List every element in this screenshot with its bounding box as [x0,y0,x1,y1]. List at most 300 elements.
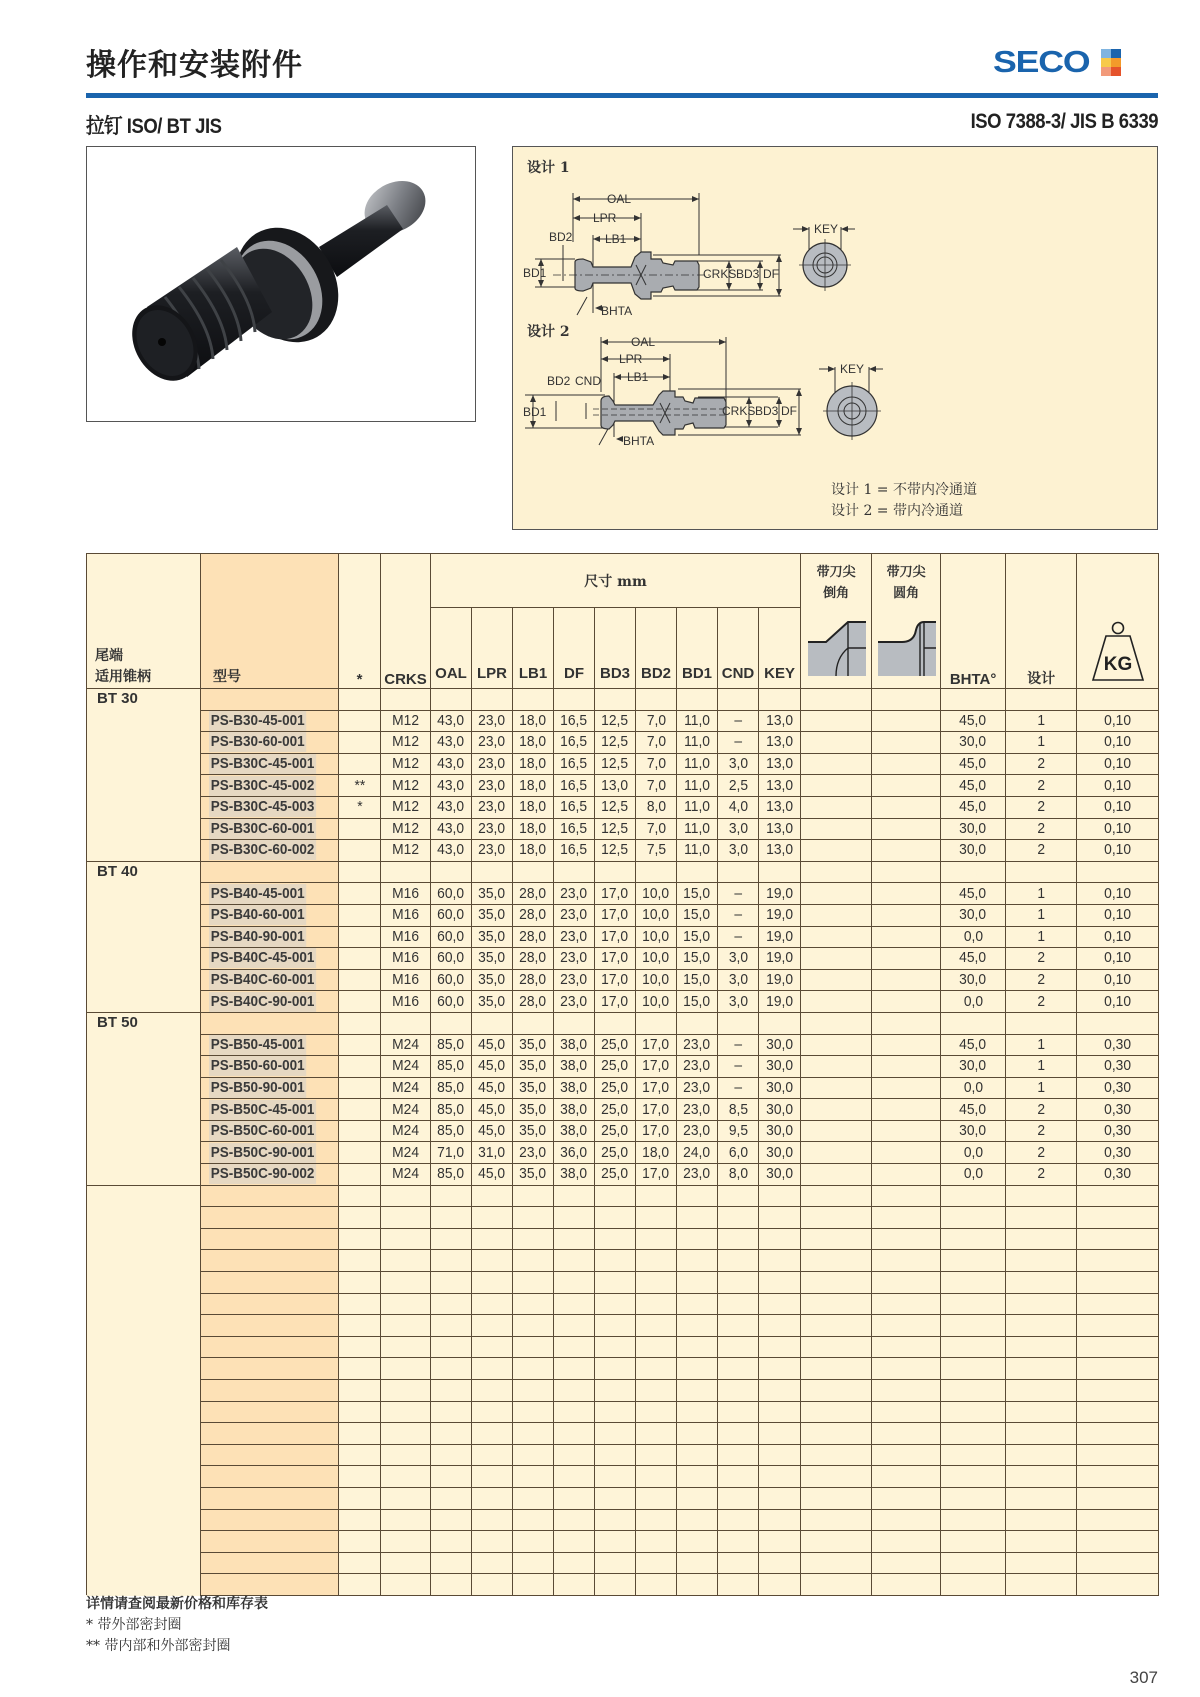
table-row[interactable] [87,732,1159,754]
bd2-cell [636,969,677,991]
crks-cell [381,991,431,1013]
header-crks: CRKS [381,554,431,689]
df-cell [554,732,595,754]
table-row[interactable] [87,1077,1159,1099]
empty-cell [381,1207,431,1229]
chamfer-cell [801,732,872,754]
empty-cell [636,861,677,883]
crks-cell-value: M12 [392,755,419,773]
oal-cell-value: 85,0 [437,1035,465,1053]
bd3-cell-value: 17,0 [601,992,629,1010]
crks-cell [381,796,431,818]
empty-cell [595,1336,636,1358]
bhta-cell [941,796,1006,818]
empty-cell [801,1401,872,1423]
svg-text:BHTA: BHTA [623,434,655,448]
oal-cell-value: 43,0 [437,819,465,837]
empty-cell [759,1444,801,1466]
bd2-cell [636,926,677,948]
empty-cell [595,1509,636,1531]
lpr-cell [472,1120,513,1142]
empty-cell [636,1380,677,1402]
table-row[interactable] [87,775,1159,797]
empty-cell [1077,1531,1159,1553]
empty-cell [636,1293,677,1315]
empty-cell [636,1552,677,1574]
kg-cell-value: 0,10 [1104,755,1132,773]
table-row[interactable] [87,1099,1159,1121]
table-row[interactable] [87,948,1159,970]
empty-cell [554,1509,595,1531]
empty-cell [595,1574,636,1596]
model-cell-value: PS-B40-45-001 [210,884,305,902]
bd3-cell-value: 25,0 [601,1057,629,1075]
empty-cell [677,1207,718,1229]
df-cell-value: 23,0 [560,992,588,1010]
svg-text:DF: DF [781,404,797,418]
kg-cell [1077,796,1159,818]
empty-cell [595,1012,636,1034]
empty-cell [554,1207,595,1229]
empty-cell [677,1228,718,1250]
empty-cell [1077,1336,1159,1358]
kg-cell-value: 0,10 [1104,971,1132,989]
table-row[interactable] [87,796,1159,818]
crks-cell-value: M16 [392,992,419,1010]
cnd-cell [718,948,759,970]
empty-cell [339,861,381,883]
star-cell [339,904,381,926]
crks-cell [381,753,431,775]
empty-cell [339,1250,381,1272]
oal-cell-value: 60,0 [437,971,465,989]
empty-cell [1006,1444,1077,1466]
lb1-cell-value: 28,0 [519,992,547,1010]
key-cell-value: 13,0 [766,755,793,773]
radius-cell [872,753,941,775]
table-row[interactable] [87,818,1159,840]
bd1-cell-value: 11,0 [684,819,710,837]
table-row[interactable] [87,883,1159,905]
svg-text:LPR: LPR [593,211,617,225]
empty-cell [801,1336,872,1358]
empty-cell [677,1272,718,1294]
empty-cell [718,1574,759,1596]
key-cell-value: 30,0 [766,1100,793,1118]
table-row-empty [87,1380,1159,1402]
empty-cell [941,1531,1006,1553]
table-row[interactable] [87,710,1159,732]
chamfer-tip-icon [806,620,866,676]
bd3-cell-value: 12,5 [601,841,629,859]
cnd-cell [718,1142,759,1164]
empty-cell [636,1487,677,1509]
empty-cell [381,1466,431,1488]
empty-cell [941,1574,1006,1596]
page-number: 307 [1129,1668,1158,1687]
radius-cell [872,948,941,970]
bd2-cell [636,1120,677,1142]
empty-cell [1077,1358,1159,1380]
empty-cell [636,1272,677,1294]
kg-cell [1077,1120,1159,1142]
table-row-empty [87,1293,1159,1315]
star-cell-value: ** [354,776,365,794]
oal-cell-value: 85,0 [437,1078,465,1096]
bhta-cell-value: 0,0 [963,927,983,945]
empty-cell [801,1552,872,1574]
key-cell [759,1142,801,1164]
cnd-cell-value: 6,0 [728,1143,748,1161]
key-cell [759,948,801,970]
empty-cell [339,1207,381,1229]
empty-cell [941,689,1006,711]
empty-cell [431,1574,472,1596]
empty-cell [677,1574,718,1596]
design-cell-value: 2 [1037,819,1045,837]
oal-cell [431,969,472,991]
empty-cell [339,689,381,711]
empty-cell [759,1358,801,1380]
empty-cell [339,1380,381,1402]
chamfer-cell [801,1099,872,1121]
empty-cell [431,861,472,883]
bd2-cell-value: 10,0 [642,884,670,902]
empty-cell [381,1509,431,1531]
radius-cell [872,840,941,862]
bd2-cell-value: 7,5 [646,841,666,859]
empty-cell [339,1012,381,1034]
chamfer-cell [801,883,872,905]
empty-cell [431,1466,472,1488]
bd1-cell-value: 11,0 [684,711,710,729]
cnd-cell [718,1164,759,1186]
logo-square [1101,49,1111,58]
empty-cell [718,1012,759,1034]
empty-cell [339,1574,381,1596]
cnd-cell [718,904,759,926]
crks-cell [381,818,431,840]
empty-cell [431,1250,472,1272]
kg-cell [1077,1164,1159,1186]
lb1-cell-value: 28,0 [519,906,547,924]
bhta-cell [941,1099,1006,1121]
bd1-cell [677,1164,718,1186]
lb1-cell-value: 35,0 [519,1122,547,1140]
table-row-empty [87,1444,1159,1466]
header-chamfer [801,554,872,689]
lb1-cell-value: 23,0 [519,1143,547,1161]
cnd-cell [718,883,759,905]
empty-cell [759,1185,801,1207]
oal-cell-value: 60,0 [437,949,465,967]
header-radius [872,554,941,689]
table-row[interactable] [87,1142,1159,1164]
lpr-cell [472,904,513,926]
logo-square [1101,58,1111,67]
empty-cell [339,1336,381,1358]
bhta-cell-value: 45,0 [959,776,987,794]
empty-cell [636,1531,677,1553]
empty-cell [472,1272,513,1294]
design-cell-value: 2 [1037,798,1045,816]
table-row-empty [87,1272,1159,1294]
lb1-cell [513,840,554,862]
empty-cell [759,1228,801,1250]
model-cell-value: PS-B50-60-001 [210,1057,305,1075]
oal-cell [431,710,472,732]
empty-cell [636,1207,677,1229]
empty-cell [941,861,1006,883]
table-row[interactable] [87,904,1159,926]
model-cell [201,1293,339,1315]
oal-cell-value: 85,0 [437,1122,465,1140]
star-cell [339,796,381,818]
bd3-cell-value: 12,5 [601,755,629,773]
model-cell [201,1272,339,1294]
svg-text:BD2: BD2 [547,374,571,388]
empty-cell [1077,1401,1159,1423]
empty-cell [595,1207,636,1229]
bd2-cell [636,1056,677,1078]
bd3-cell [595,796,636,818]
key-cell [759,775,801,797]
lpr-cell [472,1034,513,1056]
empty-cell [759,1509,801,1531]
df-cell [554,753,595,775]
empty-cell [513,1531,554,1553]
design-cell-value: 2 [1037,1143,1045,1161]
empty-cell [677,1531,718,1553]
table-row[interactable] [87,1034,1159,1056]
empty-cell [431,1552,472,1574]
table-row[interactable] [87,753,1159,775]
key-cell-value: 13,0 [766,733,793,751]
key-cell [759,796,801,818]
empty-cell [554,1250,595,1272]
empty-cell [339,1531,381,1553]
empty-cell [554,861,595,883]
crks-cell-value: M12 [392,711,419,729]
table-row[interactable] [87,969,1159,991]
empty-cell [339,1272,381,1294]
oal-cell [431,883,472,905]
empty-cell [872,1185,941,1207]
bhta-cell-value: 0,0 [963,1165,983,1183]
empty-cell [677,689,718,711]
key-cell-value: 19,0 [766,927,793,945]
empty-cell [941,1401,1006,1423]
table-row[interactable] [87,991,1159,1013]
kg-cell [1077,1077,1159,1099]
lpr-cell [472,1142,513,1164]
lpr-cell-value: 35,0 [478,906,506,924]
empty-cell [759,1293,801,1315]
table-row[interactable] [87,840,1159,862]
key-cell [759,904,801,926]
model-cell [201,1401,339,1423]
table-row-empty [87,1207,1159,1229]
lpr-cell-value: 23,0 [478,711,506,729]
star-cell [339,991,381,1013]
bd3-cell-value: 25,0 [601,1165,629,1183]
kg-cell-value: 0,10 [1104,733,1132,751]
empty-cell [872,1293,941,1315]
bd1-cell-value: 23,0 [683,1035,711,1053]
chamfer-cell [801,840,872,862]
lb1-cell [513,1142,554,1164]
bhta-cell-value: 45,0 [959,755,987,773]
empty-cell [941,1228,1006,1250]
empty-cell [718,1444,759,1466]
empty-cell [431,1423,472,1445]
table-row-empty [87,1250,1159,1272]
bd3-cell [595,991,636,1013]
bd1-cell [677,1142,718,1164]
empty-cell [431,1358,472,1380]
star-cell [339,969,381,991]
header-chamfer-line2: 倒角 [823,586,850,601]
taper-empty-cell [87,1185,201,1595]
empty-cell [677,1380,718,1402]
oal-cell [431,904,472,926]
oal-cell [431,1164,472,1186]
bd3-cell [595,710,636,732]
bhta-cell-value: 45,0 [959,949,987,967]
model-cell [201,1336,339,1358]
product-photo [86,146,476,422]
table-row[interactable] [87,926,1159,948]
empty-cell [718,861,759,883]
empty-cell [513,1207,554,1229]
crks-cell [381,926,431,948]
bd1-cell-value: 11,0 [684,841,710,859]
empty-cell [872,1487,941,1509]
bhta-cell [941,904,1006,926]
empty-cell [759,689,801,711]
model-cell [201,883,339,905]
crks-cell-value: M16 [392,927,419,945]
df-cell [554,818,595,840]
table-row[interactable] [87,1164,1159,1186]
bd2-cell [636,710,677,732]
df-cell-value: 16,5 [560,755,588,773]
key-cell [759,926,801,948]
bd2-cell [636,991,677,1013]
empty-cell [1077,1380,1159,1402]
key-cell-value: 30,0 [766,1122,793,1140]
lpr-cell [472,818,513,840]
bhta-cell [941,1120,1006,1142]
lb1-cell-value: 35,0 [519,1165,547,1183]
lb1-cell [513,710,554,732]
chamfer-cell [801,1120,872,1142]
bd1-cell-value: 15,0 [683,949,711,967]
empty-cell [431,1509,472,1531]
model-cell [201,732,339,754]
cnd-cell-value: – [734,1057,742,1075]
model-cell [201,1034,339,1056]
bd3-cell-value: 12,5 [601,798,629,816]
empty-cell [472,1012,513,1034]
empty-cell [1006,1380,1077,1402]
key-cell-value: 30,0 [766,1057,793,1075]
model-cell-value: PS-B30-45-001 [210,711,305,729]
bd3-cell [595,904,636,926]
bd2-cell [636,1164,677,1186]
bd2-cell [636,948,677,970]
empty-cell [595,1423,636,1445]
oal-cell [431,818,472,840]
df-cell [554,1099,595,1121]
oal-cell [431,796,472,818]
seco-logo [993,44,1121,80]
empty-cell [1006,1574,1077,1596]
oal-cell [431,948,472,970]
lpr-cell-value: 35,0 [478,927,506,945]
crks-cell [381,1142,431,1164]
table-body [87,689,1159,1596]
df-cell-value: 23,0 [560,906,588,924]
bd3-cell [595,1056,636,1078]
table-row[interactable] [87,1056,1159,1078]
table-row-empty [87,1401,1159,1423]
svg-text:BD1: BD1 [523,405,547,419]
lb1-cell [513,904,554,926]
svg-text:DF: DF [763,267,779,281]
crks-cell [381,1164,431,1186]
bd1-cell-value: 11,0 [684,733,710,751]
empty-cell [513,1487,554,1509]
empty-cell [381,1315,431,1337]
chamfer-cell [801,969,872,991]
bd1-cell [677,991,718,1013]
radius-cell [872,1077,941,1099]
design-legend-1: 设计 1 = 不带内冷通道 [831,482,977,498]
lb1-cell-value: 18,0 [519,733,547,751]
empty-cell [941,1358,1006,1380]
model-cell [201,1056,339,1078]
lpr-cell [472,926,513,948]
kg-cell-value: 0,10 [1104,949,1132,967]
empty-cell [677,1466,718,1488]
bd1-cell [677,775,718,797]
bd3-cell [595,1120,636,1142]
empty-cell [472,861,513,883]
lpr-cell [472,969,513,991]
bd3-cell-value: 25,0 [601,1078,629,1096]
bd2-cell [636,1077,677,1099]
empty-cell [677,1444,718,1466]
cnd-cell-value: – [734,927,742,945]
table-row[interactable] [87,1120,1159,1142]
df-cell [554,969,595,991]
header-weight [1077,554,1159,689]
empty-cell [1006,861,1077,883]
empty-cell [801,1315,872,1337]
bhta-cell-value: 45,0 [959,798,987,816]
empty-cell [472,1358,513,1380]
empty-cell [636,1228,677,1250]
model-cell-value: PS-B30C-45-002 [210,776,315,794]
empty-cell [1006,1423,1077,1445]
bd3-cell-value: 12,5 [601,819,629,837]
chamfer-cell [801,753,872,775]
kg-cell-value: 0,10 [1104,884,1132,902]
empty-cell [554,1466,595,1488]
bhta-cell-value: 30,0 [959,1057,987,1075]
bd3-cell-value: 25,0 [601,1035,629,1053]
